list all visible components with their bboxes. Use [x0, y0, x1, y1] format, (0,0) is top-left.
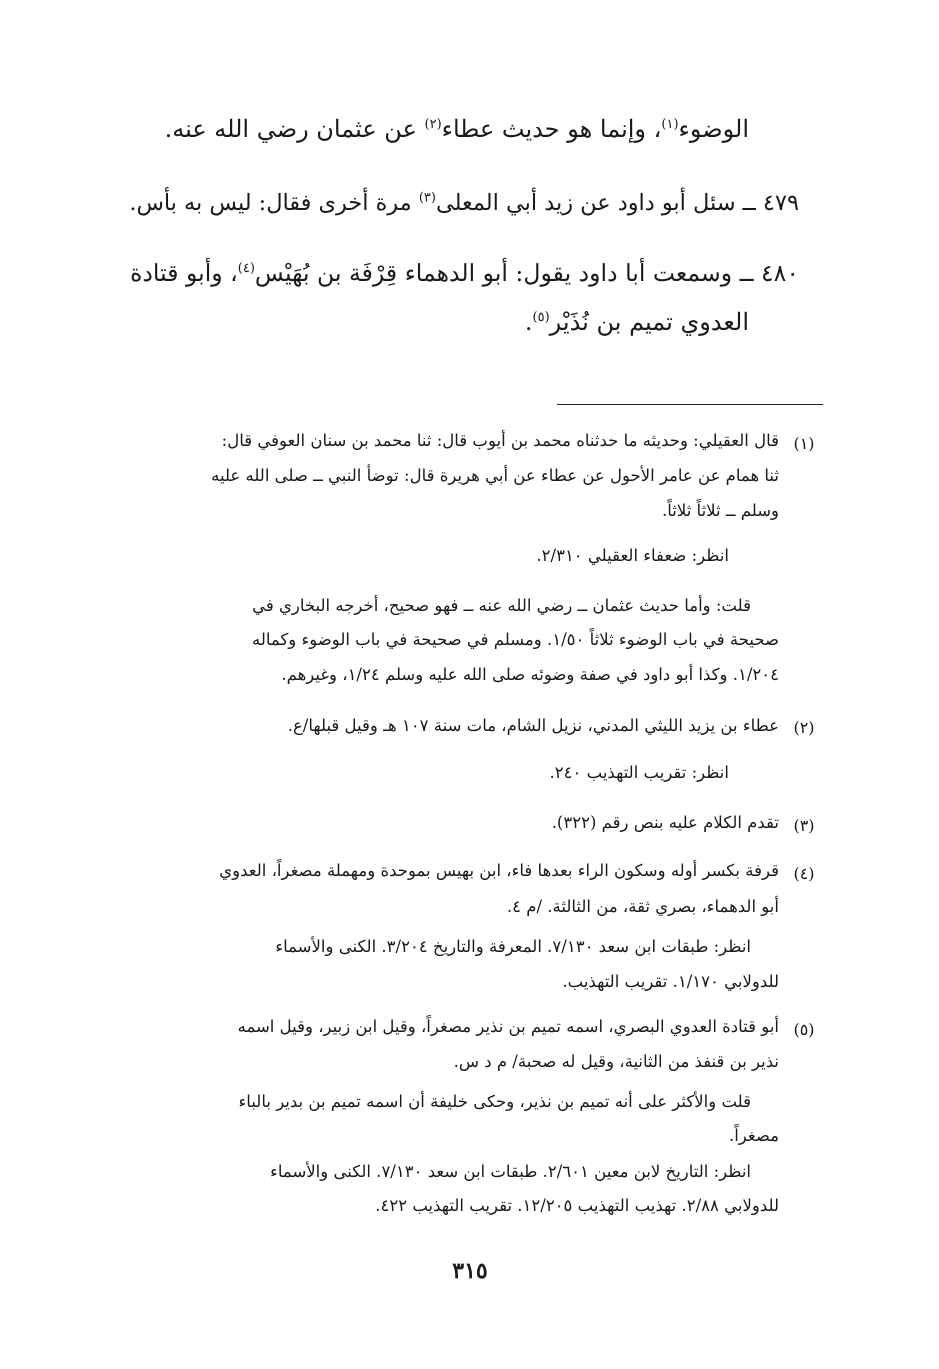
text-segment: الوضوء [678, 115, 749, 143]
footnote-1-reference: انظر: ضعفاء العقيلي ٢/٣١٠. [536, 546, 729, 565]
footnote-3-line: تقدم الكلام عليه بنص رقم (٣٢٢). [551, 813, 779, 832]
footnote-5-reference: للدولابي ٢/٨٨. تهذيب التهذيب ١٢/٢٠٥. تقريب التهذيب ٤٢٢. [375, 1196, 779, 1215]
text-segment: ، وأبو قتادة [130, 259, 238, 287]
footnote-4-line: أبو الدهماء، بصري ثقة، من الثالثة. /م ٤. [506, 897, 779, 916]
footnote-1-note: قلت: وأما حديث عثمان ــ رضي الله عنه ــ فهو صحيح، أخرجه البخاري في [252, 596, 751, 615]
page-number: ٣١٥ [452, 1258, 488, 1284]
main-text-line-1 [165, 117, 749, 141]
footnote-1-line: وسلم ــ ثلاثاً ثلاثاً. [662, 501, 779, 520]
footnote-5-note: قلت والأكثر على أنه تميم بن نذير، وحكى خليفة أن اسمه تميم بن بدير بالباء [238, 1092, 751, 1111]
main-text-entry-480 [130, 259, 799, 287]
footnote-number-1: (١) [793, 434, 815, 453]
footnote-number-4: (٤) [793, 864, 815, 883]
main-text-entry-480-continued [525, 310, 749, 334]
footnote-1-line: ثنا همام عن عامر الأحول عن عطاء عن أبي هريرة قال: توضأ النبي ــ صلى الله عليه [211, 466, 779, 485]
footnote-4-reference: للدولابي ١/١٧٠. تقريب التهذيب. [562, 972, 779, 991]
text-segment: العدوي تميم بن نُذَيْر [549, 308, 749, 336]
footnote-ref-3: (٣) [418, 190, 436, 206]
text-segment: . [524, 308, 533, 336]
footnote-4-line: قرفة بكسر أوله وسكون الراء بعدها فاء، ابن بهيس بموحدة ومهملة مصغراً، العدوي [219, 861, 779, 880]
footnote-number-2: (٢) [793, 718, 815, 737]
text-segment: ٤٧٩ ــ سئل أبو داود عن زيد أبي المعلى [435, 190, 799, 216]
footnote-2-reference: انظر: تقريب التهذيب ٢٤٠. [549, 763, 729, 782]
footnote-number-3: (٣) [793, 816, 815, 835]
footnote-ref-4: (٤) [237, 261, 255, 277]
text-segment: ، وإنما هو حديث عطاء [441, 115, 662, 143]
footnote-4-reference: انظر: طبقات ابن سعد ٧/١٣٠. المعرفة والتاريخ ٣/٢٠٤. الكنى والأسماء [275, 937, 751, 956]
text-segment: ٤٨٠ ــ وسمعت أبا داود يقول: أبو الدهماء قِرْفَة بن بُهَيْس [254, 259, 799, 287]
footnote-1-note: صحيحة في باب الوضوء ثلاثاً ١/٥٠. ومسلم في صحيحة في باب الوضوء وكماله [252, 630, 779, 649]
footnote-5-line: نذير بن قنفذ من الثانية، وقيل له صحبة/ م د س. [453, 1052, 779, 1071]
footnote-separator [557, 404, 823, 405]
footnote-number-5: (٥) [793, 1020, 815, 1039]
footnote-1-note: ١/٢٠٤. وكذا أبو داود في صفة وضوئه صلى الله عليه وسلم ١/٢٤، وغيرهم. [281, 665, 779, 684]
footnote-ref-5: (٥) [532, 310, 550, 325]
main-text-entry-479 [129, 192, 799, 214]
footnote-5-note: مصغراً. [728, 1126, 779, 1145]
footnote-1-line: قال العقيلي: وحديثه ما حدثناه محمد بن أيوب قال: ثنا محمد بن سنان العوفي قال: [221, 431, 779, 450]
footnote-5-reference: انظر: التاريخ لابن معين ٢/٦٠١. طبقات ابن سعد ٧/١٣٠. الكنى والأسماء [270, 1162, 751, 1181]
text-segment: مرة أخرى فقال: ليس به بأس. [129, 190, 419, 216]
footnote-ref-1: (١) [661, 117, 679, 132]
footnote-2-line: عطاء بن يزيد الليثي المدني، نزيل الشام، مات سنة ١٠٧ هـ وقيل قبلها/ع. [287, 716, 779, 735]
footnote-5-line: أبو قتادة العدوي البصري، اسمه تميم بن نذير مصغراً، وقيل ابن زبير، وقيل اسمه [237, 1017, 779, 1036]
text-segment: عن عثمان رضي الله عنه. [164, 115, 425, 143]
footnote-ref-2: (٢) [424, 117, 442, 132]
